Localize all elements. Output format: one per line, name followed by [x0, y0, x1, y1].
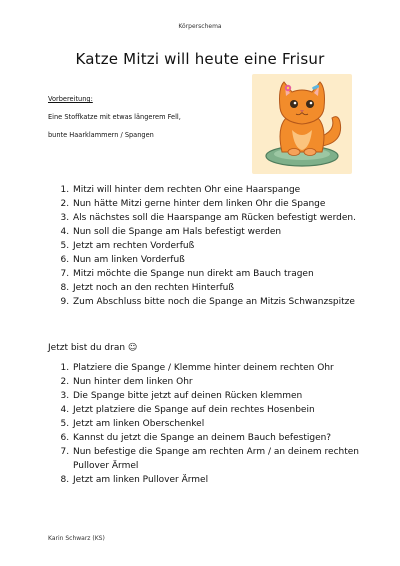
list-item: 1. Platziere die Spange / Klemme hinter deinem rechten Ohr	[72, 361, 372, 375]
list-item: 5. Jetzt am rechten Vorderfuß	[72, 239, 362, 253]
preparation-block	[48, 90, 238, 144]
preparation-label: Vorbereitung:	[48, 95, 93, 103]
list-item: 2. Nun hinter dem linken Ohr	[72, 375, 372, 389]
page-title: Katze Mitzi will heute eine Frisur	[75, 50, 325, 68]
list-item: 7. Mitzi möchte die Spange nun direkt am Bauch tragen	[72, 267, 362, 281]
list-item: 7. Nun befestige die Spange am rechten Arm / an deinem rechten Pullover Ärmel	[72, 445, 372, 473]
list-item: 3. Als nächstes soll die Haarspange am Rücken befestigt werden.	[72, 211, 362, 225]
page-header: Körperschema	[178, 23, 222, 30]
list-item: 5. Jetzt am linken Oberschenkel	[72, 417, 372, 431]
list-item: 9. Zum Abschluss bitte noch die Spange an Mitzis Schwanzspitze	[72, 295, 362, 309]
list-item: 8. Jetzt am linken Pullover Ärmel	[72, 473, 372, 487]
author-footer: Karin Schwarz (KS)	[48, 535, 105, 542]
list-item: 4. Jetzt platziere die Spange auf dein rechtes Hosenbein	[72, 403, 372, 417]
list-item: 6. Nun am linken Vorderfuß	[72, 253, 362, 267]
list-item: 2. Nun hätte Mitzi gerne hinter dem linken Ohr die Spange	[72, 197, 362, 211]
preparation-line: Eine Stoffkatze mit etwas längerem Fell,	[48, 113, 181, 121]
section-heading: Jetzt bist du dran ☺	[48, 343, 138, 353]
cat-with-hairclip-icon	[252, 74, 352, 174]
list-item: 3. Die Spange bitte jetzt auf deinen Rücken klemmen	[72, 389, 372, 403]
list-item: 8. Jetzt noch an den rechten Hinterfuß	[72, 281, 362, 295]
self-instructions-list	[58, 361, 372, 487]
list-item: 4. Nun soll die Spange am Hals befestigt werden	[72, 225, 362, 239]
cat-instructions-list	[58, 183, 362, 309]
preparation-line: bunte Haarklammern / Spangen	[48, 131, 154, 139]
list-item: 6. Kannst du jetzt die Spange an deinem Bauch befestigen?	[72, 431, 372, 445]
list-item: 1. Mitzi will hinter dem rechten Ohr eine Haarspange	[72, 183, 362, 197]
